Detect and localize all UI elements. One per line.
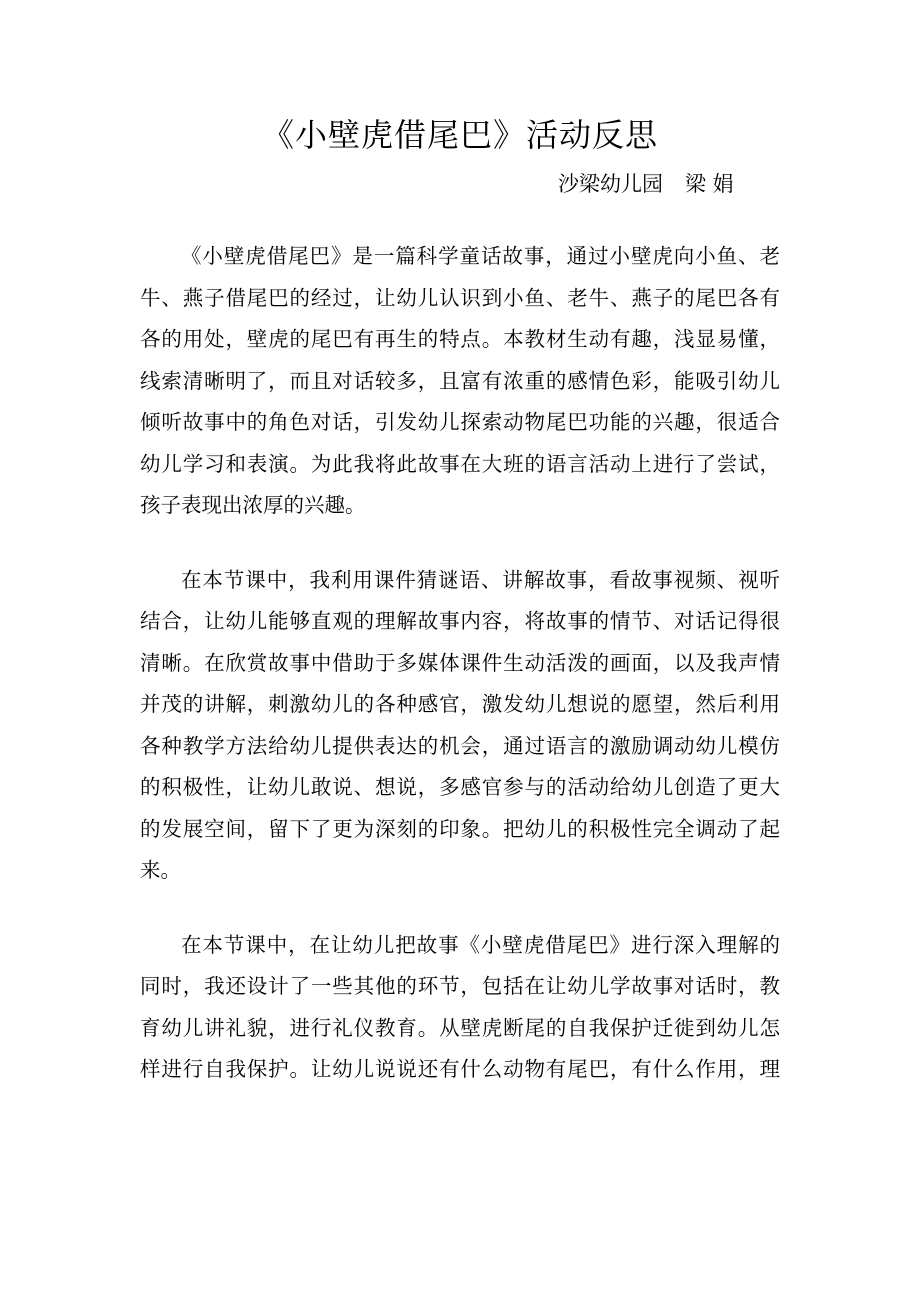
paragraph-line: 倾听故事中的角色对话，引发幼儿探索动物尾巴功能的兴趣，很适合 (140, 410, 780, 434)
paragraph-line: 的积极性，让幼儿敢说、想说，多感官参与的活动给幼儿创造了更大 (140, 775, 780, 799)
paragraph-line: 清晰。在欣赏故事中借助于多媒体课件生动活泼的画面，以及我声情 (140, 650, 780, 675)
paragraph-line: 在本节课中，在让幼儿把故事《小壁虎借尾巴》进行深入理解的 (181, 932, 780, 957)
paragraph-line: 在本节课中，我利用课件猜谜语、讲解故事，看故事视频、视听 (181, 567, 780, 592)
paragraph-line: 结合，让幼儿能够直观的理解故事内容，将故事的情节、对话记得很 (140, 609, 780, 633)
paragraph-line: 同时，我还设计了一些其他的环节，包括在让幼儿学故事对话时，教 (140, 974, 780, 998)
paragraph-1 (140, 236, 780, 527)
paragraph-line: 并茂的讲解，刺激幼儿的各种感官，激发幼儿想说的愿望，然后利用 (140, 692, 780, 716)
paragraph-3 (140, 925, 780, 1091)
paragraph-line: 孩子表现出浓厚的兴趣。 (140, 493, 366, 517)
paragraph-line: 《小壁虎借尾巴》是一篇科学童话故事，通过小壁虎向小鱼、老 (181, 244, 780, 268)
document-title: 《小壁虎借尾巴》活动反思 (261, 116, 658, 154)
paragraph-line: 各的用处，壁虎的尾巴有再生的特点。本教材生动有趣，浅显易懂， (140, 327, 780, 351)
author-line (558, 166, 734, 202)
author-name: 梁 娟 (685, 172, 734, 196)
paragraph-line: 样进行自我保护。让幼儿说说还有什么动物有尾巴，有什么作用，理 (140, 1057, 780, 1081)
paragraph-line: 各种教学方法给幼儿提供表达的机会，通过语言的激励调动幼儿模仿 (140, 733, 780, 758)
document-body (140, 236, 780, 1124)
author-school: 沙梁幼儿园 (558, 172, 663, 196)
paragraph-line: 幼儿学习和表演。为此我将此故事在大班的语言活动上进行了尝试， (140, 451, 780, 476)
paragraph-line: 线索清晰明了，而且对话较多，且富有浓重的感情色彩，能吸引幼儿 (140, 368, 780, 393)
paragraph-2 (140, 560, 780, 892)
paragraph-line: 的发展空间，留下了更为深刻的印象。把幼儿的积极性完全调动了起 (140, 816, 780, 841)
paragraph-line: 牛、燕子借尾巴的经过，让幼儿认识到小鱼、老牛、燕子的尾巴各有 (140, 285, 780, 310)
paragraph-line: 来。 (140, 858, 181, 882)
paragraph-line: 育幼儿讲礼貌，进行礼仪教育。从壁虎断尾的自我保护迁徙到幼儿怎 (140, 1015, 780, 1040)
